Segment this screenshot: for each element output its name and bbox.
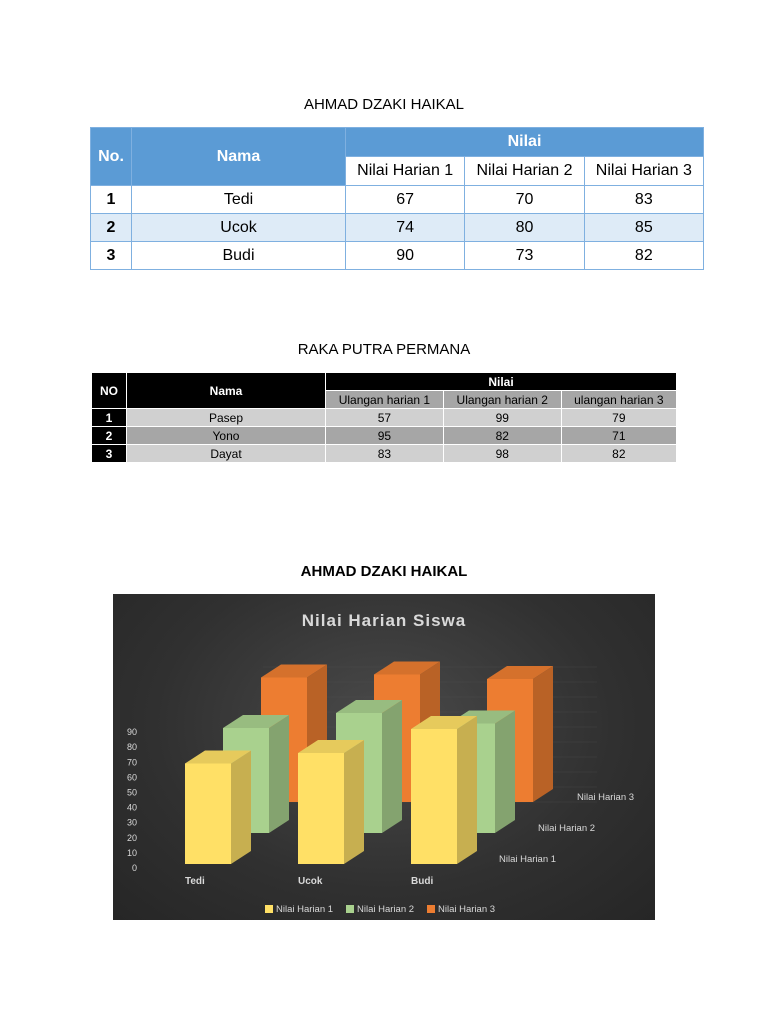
chart-title: Nilai Harian Siswa <box>301 611 467 630</box>
series-axis-label: Nilai Harian 2 <box>538 823 596 834</box>
y-tick-label: 0 <box>131 863 137 873</box>
y-tick-label: 40 <box>126 802 137 813</box>
score-cell: 83 <box>326 445 444 463</box>
bar-front <box>185 764 231 865</box>
score-cell: 82 <box>584 242 703 270</box>
score-cell: 80 <box>465 214 584 242</box>
col-nilai-header: Nilai <box>346 128 704 157</box>
table2-heading: RAKA PUTRA PERMANA <box>297 341 471 358</box>
legend-entry: Nilai Harian 2 <box>357 904 415 915</box>
score-cell: 99 <box>443 409 561 427</box>
student-name: Pasep <box>127 409 326 427</box>
score-cell: 67 <box>346 186 465 214</box>
y-tick-label: 60 <box>126 772 137 783</box>
score-cell: 83 <box>584 186 703 214</box>
bar-side <box>382 700 402 833</box>
table-row <box>92 445 677 463</box>
subcol-header: ulangan harian 3 <box>561 391 676 409</box>
chart-heading: AHMAD DZAKI HAIKAL <box>300 563 468 580</box>
bar-side <box>457 716 477 864</box>
category-label: Ucok <box>298 876 323 887</box>
bar-side <box>344 740 364 864</box>
subcol-header: Nilai Harian 3 <box>584 157 703 186</box>
row-number: 1 <box>91 186 132 214</box>
y-tick-label: 90 <box>126 727 137 738</box>
subcol-header: Ulangan harian 1 <box>326 391 444 409</box>
legend-swatch <box>346 905 354 913</box>
y-tick-label: 70 <box>126 757 137 768</box>
score-cell: 73 <box>465 242 584 270</box>
table-row <box>92 427 677 445</box>
bar-chart <box>113 594 655 920</box>
series-axis-label: Nilai Harian 3 <box>577 792 635 803</box>
score-cell: 71 <box>561 427 676 445</box>
chart-canvas <box>113 594 655 920</box>
col-no-header: NO <box>92 373 127 409</box>
row-number: 2 <box>91 214 132 242</box>
score-cell: 57 <box>326 409 444 427</box>
score-cell: 74 <box>346 214 465 242</box>
row-number: 2 <box>92 427 127 445</box>
score-cell: 70 <box>465 186 584 214</box>
y-tick-label: 20 <box>126 832 137 843</box>
student-name: Dayat <box>127 445 326 463</box>
student-name: Ucok <box>132 214 346 242</box>
legend-entry: Nilai Harian 3 <box>438 904 496 915</box>
y-tick-label: 10 <box>126 847 137 858</box>
bar-side <box>269 715 289 833</box>
col-nilai-header: Nilai <box>326 373 677 391</box>
series-axis-label: Nilai Harian 1 <box>499 854 557 865</box>
col-no-header: No. <box>91 128 132 186</box>
col-nama-header: Nama <box>132 128 346 186</box>
row-number: 3 <box>92 445 127 463</box>
row-number: 1 <box>92 409 127 427</box>
subcol-header: Nilai Harian 2 <box>465 157 584 186</box>
legend-entry: Nilai Harian 1 <box>276 904 334 915</box>
table-row <box>91 214 704 242</box>
student-name: Yono <box>127 427 326 445</box>
bar-side <box>231 751 251 865</box>
score-cell: 85 <box>584 214 703 242</box>
score-cell: 90 <box>346 242 465 270</box>
student-name: Budi <box>132 242 346 270</box>
category-label: Tedi <box>185 876 205 887</box>
bar-front <box>298 753 344 864</box>
subcol-header: Nilai Harian 1 <box>346 157 465 186</box>
row-number: 3 <box>91 242 132 270</box>
subcol-header: Ulangan harian 2 <box>443 391 561 409</box>
score-cell: 79 <box>561 409 676 427</box>
col-nama-header: Nama <box>127 373 326 409</box>
table-row <box>91 242 704 270</box>
bar-side <box>533 666 553 802</box>
score-cell: 95 <box>326 427 444 445</box>
legend-swatch <box>265 905 273 913</box>
score-cell: 98 <box>443 445 561 463</box>
student-name: Tedi <box>132 186 346 214</box>
table-row <box>91 186 704 214</box>
y-tick-label: 50 <box>126 787 137 798</box>
legend-swatch <box>427 905 435 913</box>
score-cell: 82 <box>561 445 676 463</box>
y-tick-label: 30 <box>126 817 137 828</box>
category-label: Budi <box>411 876 434 887</box>
score-cell: 82 <box>443 427 561 445</box>
scores-table-1 <box>90 127 704 270</box>
y-tick-label: 80 <box>126 742 137 753</box>
scores-table-2 <box>91 372 677 463</box>
table-row <box>92 409 677 427</box>
bar-side <box>495 711 515 834</box>
bar-front <box>411 729 457 864</box>
table1-heading: AHMAD DZAKI HAIKAL <box>303 96 465 113</box>
